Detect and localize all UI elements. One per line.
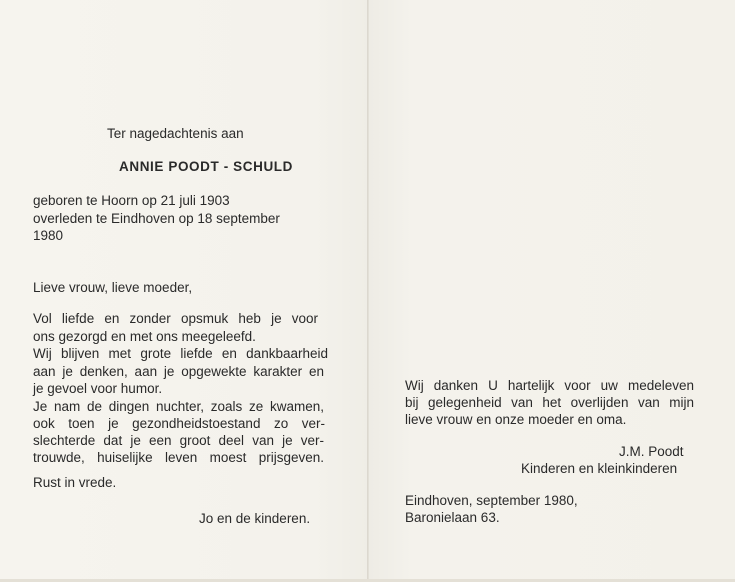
signature: Jo en de kinderen. — [199, 511, 311, 526]
address: Baronielaan 63. — [405, 510, 500, 525]
family-line: Kinderen en kleinkinderen — [521, 461, 678, 476]
greeting: Lieve vrouw, lieve moeder, — [33, 280, 193, 295]
poem-line: ons gezorgd en met ons meegeleefd. — [33, 329, 256, 344]
death-year: 1980 — [33, 228, 64, 243]
poem-line: Wij blijven met grote liefde en dankbaarheid — [33, 346, 328, 361]
death-line: overleden te Eindhoven op 18 september — [33, 211, 280, 226]
poem-line: Je nam de dingen nuchter, zoals ze kwamen, — [33, 399, 324, 414]
poem-line: ook toen je gezondheidstoestand zo ver- — [33, 416, 325, 431]
rest-in-peace: Rust in vrede. — [33, 475, 117, 490]
poem-line: trouwde, huiselijke leven moest prijsgeven. — [33, 450, 324, 465]
deceased-name: ANNIE POODT - SCHULD — [119, 159, 293, 174]
thanks-line: Wij danken U hartelijk voor uw medeleven — [405, 378, 694, 393]
poem-line: je gevoel voor humor. — [33, 381, 163, 396]
birth-line: geboren te Hoorn op 21 juli 1903 — [33, 193, 230, 208]
poem-line: aan je denken, aan je opgewekte karakter en — [33, 364, 324, 379]
place-date: Eindhoven, september 1980, — [405, 493, 578, 508]
thanks-line: bij gelegenheid van het overlijden van mijn — [405, 395, 694, 410]
thanks-line: lieve vrouw en onze moeder en oma. — [405, 412, 627, 427]
intro-text: Ter nagedachtenis aan — [107, 126, 244, 141]
poem-line: Vol liefde en zonder opsmuk heb je voor — [33, 311, 318, 326]
right-page — [369, 0, 735, 582]
poem-line: slechterde dat je een groot deel van je ver- — [33, 433, 324, 448]
sender-name: J.M. Poodt — [619, 444, 684, 459]
